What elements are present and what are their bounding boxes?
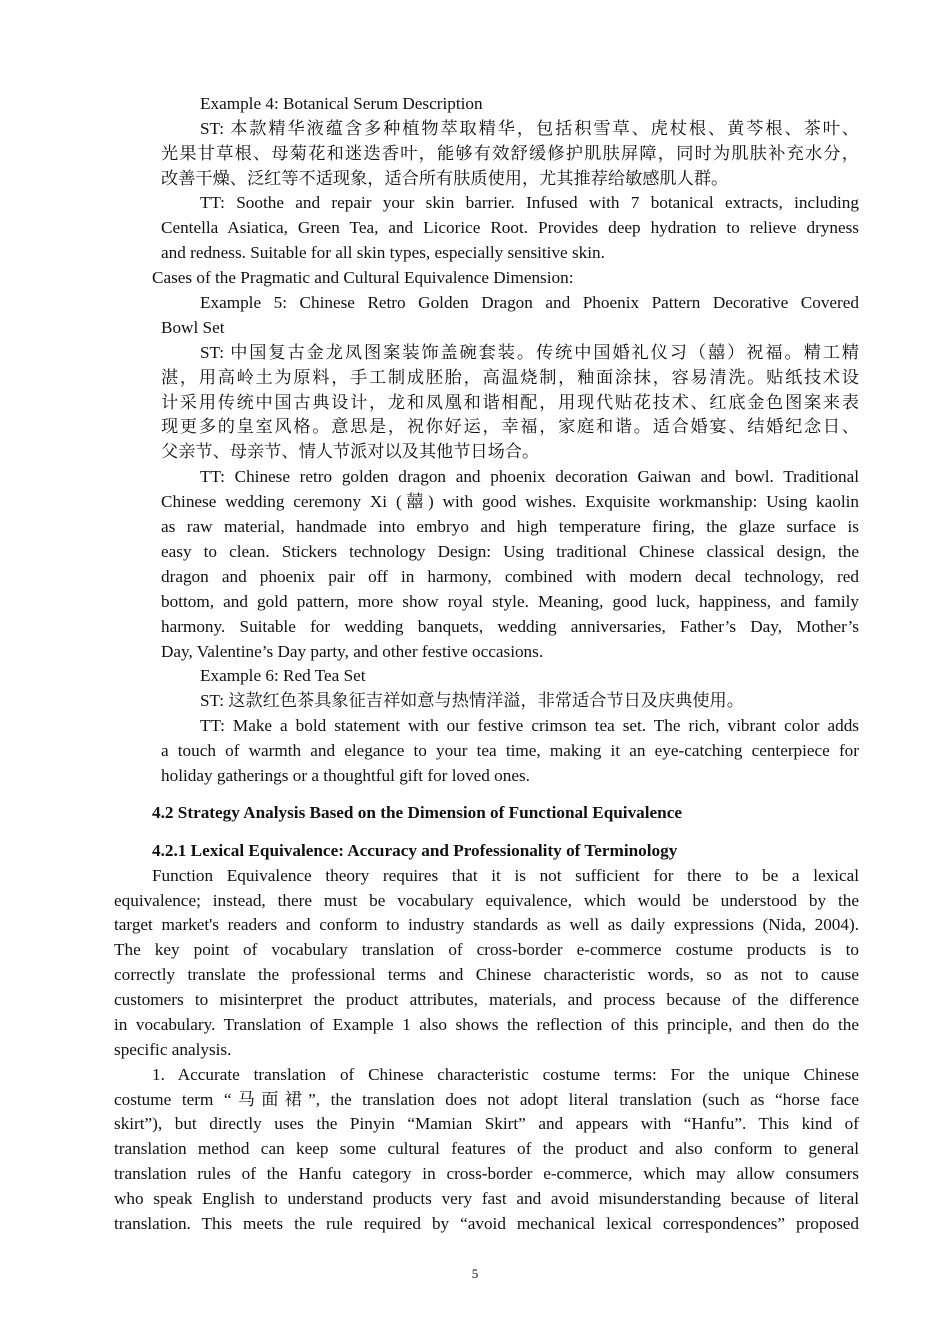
paragraph-line: in vocabulary. Translation of Example 1 also shows the reflection of this principle, and then do the [114, 1015, 859, 1034]
paragraph-line: customers to misinterpret the product attributes, materials, and process because of the difference [114, 990, 859, 1009]
subsection-heading: 4.2.1 Lexical Equivalence: Accuracy and Professionality of Terminology [152, 841, 678, 860]
paragraph-line: translation. This meets the rule required by “avoid mechanical lexical correspondences” proposed [114, 1214, 859, 1233]
paragraph-line: skirt”), but directly uses the Pinyin “Mamian Skirt” and appears with “Hanfu”. This kind of [114, 1114, 859, 1133]
paragraph-line: Function Equivalence theory requires that it is not sufficient for there to be a lexical [152, 866, 859, 885]
paragraph-line: 1. Accurate translation of Chinese characteristic costume terms: For the unique Chinese [152, 1065, 859, 1084]
ex6-tt-line: a touch of warmth and elegance to your tea time, making it an eye-catching centerpiece for [161, 741, 859, 760]
ex4-tt-line: Centella Asiatica, Green Tea, and Licorice Root. Provides deep hydration to relieve dryness [161, 218, 859, 237]
ex5-st-line: ST: 中国复古金龙凤图案装饰盖碗套装。传统中国婚礼仪习（囍）祝福。精工精 [200, 343, 859, 362]
ex6-tt-line: holiday gatherings or a thoughtful gift for loved ones. [161, 766, 530, 785]
ex5-tt-line: Chinese wedding ceremony Xi (囍) with good wishes. Exquisite workmanship: Using kaolin [161, 492, 859, 511]
ex4-st-line: ST: 本款精华液蕴含多种植物萃取精华，包括积雪草、虎杖根、黄芩根、茶叶、 [200, 119, 859, 138]
ex4-st-line: 光果甘草根、母菊花和迷迭香叶，能够有效舒缓修护肌肤屏障，同时为肌肤补充水分， [161, 144, 859, 163]
paragraph-line: who speak English to understand products very fast and avoid misunderstanding because of literal [114, 1189, 859, 1208]
ex6-title: Example 6: Red Tea Set [200, 666, 366, 685]
ex5-tt-line: harmony. Suitable for wedding banquets, wedding anniversaries, Father’s Day, Mother’s [161, 617, 859, 636]
ex5-st-line: 湛，用高岭土为原料，手工制成胚胎，高温烧制，釉面涂抹，容易清洗。贴纸技术设 [161, 368, 859, 387]
paragraph-line: translation method can keep some cultural features of the product and also conform to general [114, 1139, 859, 1158]
ex5-tt-line: as raw material, handmade into embryo and high temperature firing, the glaze surface is [161, 517, 859, 536]
page-number: 5 [471, 1266, 479, 1281]
ex5-title-line: Example 5: Chinese Retro Golden Dragon and Phoenix Pattern Decorative Covered [200, 293, 859, 312]
paragraph-line: costume term “马面裙”, the translation does not adopt literal translation (such as “horse face [114, 1090, 859, 1109]
paragraph-line: equivalence; instead, there must be vocabulary equivalence, which would be understood by the [114, 891, 859, 910]
ex5-tt-line: bottom, and gold pattern, more show royal style. Meaning, good luck, happiness, and family [161, 592, 859, 611]
paragraph-line: specific analysis. [114, 1040, 232, 1059]
ex4-tt-line: and redness. Suitable for all skin types, especially sensitive skin. [161, 243, 605, 262]
ex5-st-line: 现更多的皇室风格。意思是，祝你好运，幸福，家庭和谐。适合婚宴、结婚纪念日、 [161, 417, 859, 436]
paragraph-line: translation rules of the Hanfu category in cross-border e-commerce, which may allow consumers [114, 1164, 859, 1183]
ex5-title-line: Bowl Set [161, 318, 225, 337]
cases-heading: Cases of the Pragmatic and Cultural Equivalence Dimension: [152, 268, 574, 287]
ex5-tt-line: dragon and phoenix pair off in harmony, combined with modern decal technology, red [161, 567, 859, 586]
paragraph-line: correctly translate the professional terms and Chinese characteristic words, so as not to cause [114, 965, 859, 984]
ex5-tt-line: TT: Chinese retro golden dragon and phoenix decoration Gaiwan and bowl. Traditional [200, 467, 859, 486]
paragraph-line: The key point of vocabulary translation of cross-border e-commerce costume products is to [114, 940, 859, 959]
ex6-tt-line: TT: Make a bold statement with our festive crimson tea set. The rich, vibrant color adds [200, 716, 859, 735]
ex4-st-line: 改善干燥、泛红等不适现象，适合所有肤质使用，尤其推荐给敏感肌人群。 [161, 169, 729, 188]
ex5-st-line: 计采用传统中国古典设计，龙和凤凰和谐相配，用现代贴花技术、红底金色图案来表 [161, 393, 859, 412]
ex4-tt-line: TT: Soothe and repair your skin barrier. Infused with 7 botanical extracts, including [200, 193, 859, 212]
ex6-st: ST: 这款红色茶具象征吉祥如意与热情洋溢，非常适合节日及庆典使用。 [200, 691, 744, 710]
ex5-tt-line: Day, Valentine’s Day party, and other festive occasions. [161, 642, 544, 661]
paragraph-line: target market's readers and conform to industry standards as well as daily expressions (Nida, 2004). [114, 915, 859, 934]
ex4-title: Example 4: Botanical Serum Description [200, 94, 483, 113]
section-heading: 4.2 Strategy Analysis Based on the Dimension of Functional Equivalence [152, 803, 682, 822]
ex5-st-line: 父亲节、母亲节、情人节派对以及其他节日场合。 [161, 442, 540, 461]
ex5-tt-line: easy to clean. Stickers technology Design: Using traditional Chinese classical design, the [161, 542, 859, 561]
